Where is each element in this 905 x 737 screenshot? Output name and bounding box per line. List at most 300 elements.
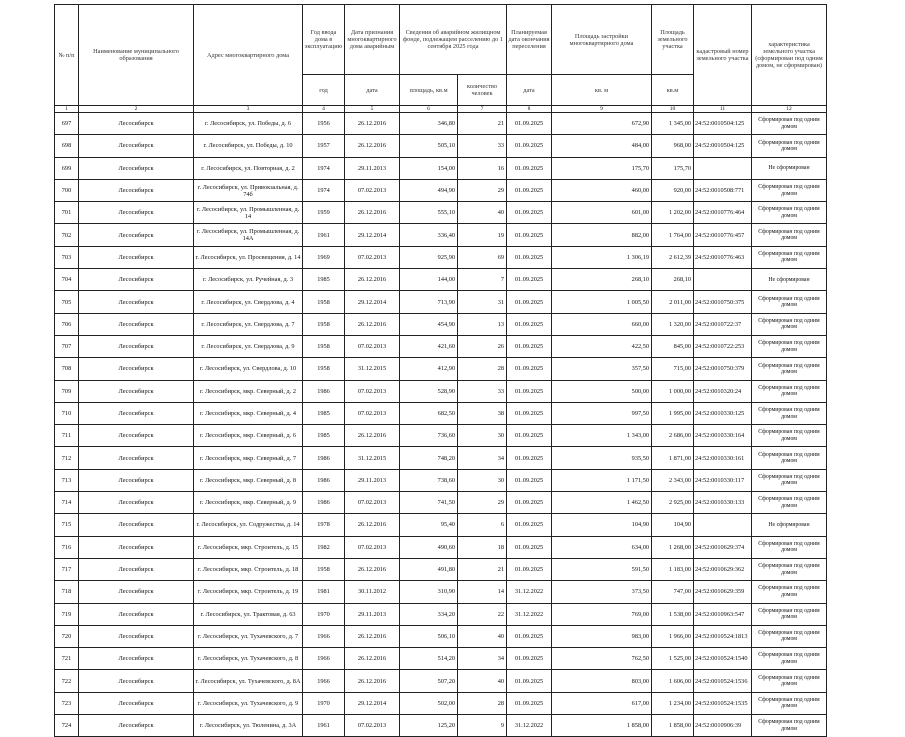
header-number: № п/п bbox=[55, 5, 79, 106]
address-cell: г. Лесосибирск, ул. Победы, д. 6 bbox=[194, 113, 303, 135]
land-characteristic-cell: Сформирован под одним домом bbox=[752, 380, 827, 402]
emergency-date-cell: 07.02.2013 bbox=[345, 380, 400, 402]
address-cell: г. Лесосибирск, мкр. Северный, д. 8 bbox=[194, 469, 303, 491]
emergency-date-cell: 29.11.2013 bbox=[345, 469, 400, 491]
cadastral-cell: 24:52:0010330:117 bbox=[694, 469, 752, 491]
people-cell: 30 bbox=[458, 469, 507, 491]
area-cell: 502,00 bbox=[400, 692, 458, 714]
area-cell: 154,00 bbox=[400, 157, 458, 179]
year-cell: 1986 bbox=[303, 469, 345, 491]
address-cell: г. Лесосибирск, ул. Свердлова, д. 7 bbox=[194, 313, 303, 335]
land-characteristic-cell: Сформирован под одним домом bbox=[752, 603, 827, 625]
address-cell: г. Лесосибирск, ул. Тухачевского, д. 7 bbox=[194, 625, 303, 647]
year-cell: 1978 bbox=[303, 514, 345, 536]
people-cell: 40 bbox=[458, 670, 507, 692]
area-cell: 310,90 bbox=[400, 581, 458, 603]
area-cell: 336,40 bbox=[400, 224, 458, 246]
table-row bbox=[55, 492, 827, 514]
land-characteristic-cell: Сформирован под одним домом bbox=[752, 246, 827, 268]
address-cell: г. Лесосибирск, ул. Тухачевского, д. 9 bbox=[194, 692, 303, 714]
municipality-cell: Лесосибирск bbox=[79, 335, 194, 357]
year-cell: 1986 bbox=[303, 447, 345, 469]
land-characteristic-cell: Сформирован под одним домом bbox=[752, 469, 827, 491]
land-area-cell: 1 345,00 bbox=[652, 113, 694, 135]
subheader-date: дата bbox=[345, 75, 400, 106]
end-date-cell: 01.09.2025 bbox=[507, 291, 552, 313]
table-row bbox=[55, 113, 827, 135]
area-cell: 528,90 bbox=[400, 380, 458, 402]
row-number: 700 bbox=[55, 179, 79, 201]
year-cell: 1958 bbox=[303, 313, 345, 335]
year-cell: 1958 bbox=[303, 558, 345, 580]
cadastral-cell: 24:52:0010524:1536 bbox=[694, 670, 752, 692]
area-cell: 346,80 bbox=[400, 113, 458, 135]
row-number: 705 bbox=[55, 291, 79, 313]
table-row bbox=[55, 603, 827, 625]
land-area-cell: 1 858,00 bbox=[652, 715, 694, 737]
emergency-date-cell: 29.12.2014 bbox=[345, 692, 400, 714]
table-row bbox=[55, 670, 827, 692]
building-area-cell: 1 858,00 bbox=[552, 715, 652, 737]
land-characteristic-cell: Не сформирован bbox=[752, 514, 827, 536]
municipality-cell: Лесосибирск bbox=[79, 202, 194, 224]
building-area-cell: 422,50 bbox=[552, 335, 652, 357]
people-cell: 29 bbox=[458, 492, 507, 514]
cadastral-cell: 24:52:0010722:253 bbox=[694, 335, 752, 357]
year-cell: 1956 bbox=[303, 113, 345, 135]
year-cell: 1985 bbox=[303, 425, 345, 447]
emergency-date-cell: 07.02.2013 bbox=[345, 335, 400, 357]
building-area-cell: 1 462,50 bbox=[552, 492, 652, 514]
cadastral-cell: 24:52:0010722:37 bbox=[694, 313, 752, 335]
table-row bbox=[55, 380, 827, 402]
year-cell: 1961 bbox=[303, 715, 345, 737]
people-cell: 26 bbox=[458, 335, 507, 357]
housing-table-sheet bbox=[54, 4, 827, 737]
emergency-date-cell: 26.12.2016 bbox=[345, 670, 400, 692]
year-cell: 1974 bbox=[303, 179, 345, 201]
municipality-cell: Лесосибирск bbox=[79, 492, 194, 514]
emergency-date-cell: 26.12.2016 bbox=[345, 648, 400, 670]
land-characteristic-cell: Сформирован под одним домом bbox=[752, 313, 827, 335]
land-characteristic-cell: Сформирован под одним домом bbox=[752, 135, 827, 157]
end-date-cell: 01.09.2025 bbox=[507, 648, 552, 670]
table-row bbox=[55, 425, 827, 447]
building-area-cell: 634,00 bbox=[552, 536, 652, 558]
end-date-cell: 01.09.2025 bbox=[507, 558, 552, 580]
emergency-date-cell: 29.11.2013 bbox=[345, 157, 400, 179]
land-characteristic-cell: Сформирован под одним домом bbox=[752, 581, 827, 603]
people-cell: 9 bbox=[458, 715, 507, 737]
emergency-date-cell: 07.02.2013 bbox=[345, 402, 400, 424]
building-area-cell: 935,50 bbox=[552, 447, 652, 469]
area-cell: 738,60 bbox=[400, 469, 458, 491]
cadastral-cell: 24:52:0010524:1535 bbox=[694, 692, 752, 714]
year-cell: 1970 bbox=[303, 692, 345, 714]
table-row bbox=[55, 157, 827, 179]
cadastral-cell: 24:52:0010508:771 bbox=[694, 179, 752, 201]
emergency-date-cell: 07.02.2013 bbox=[345, 492, 400, 514]
end-date-cell: 01.09.2025 bbox=[507, 536, 552, 558]
municipality-cell: Лесосибирск bbox=[79, 179, 194, 201]
cadastral-cell: 24:52:0010330:125 bbox=[694, 402, 752, 424]
emergency-date-cell: 07.02.2013 bbox=[345, 715, 400, 737]
people-cell: 34 bbox=[458, 648, 507, 670]
land-area-cell: 1 966,00 bbox=[652, 625, 694, 647]
area-cell: 505,10 bbox=[400, 135, 458, 157]
cadastral-cell: 24:52:0010330:133 bbox=[694, 492, 752, 514]
year-cell: 1961 bbox=[303, 224, 345, 246]
land-area-cell: 104,90 bbox=[652, 514, 694, 536]
emergency-date-cell: 26.12.2016 bbox=[345, 625, 400, 647]
subheader-area: площадь, кв.м bbox=[400, 75, 458, 106]
land-area-cell: 1 268,00 bbox=[652, 536, 694, 558]
end-date-cell: 01.09.2025 bbox=[507, 135, 552, 157]
year-cell: 1958 bbox=[303, 358, 345, 380]
area-cell: 925,90 bbox=[400, 246, 458, 268]
building-area-cell: 1 171,50 bbox=[552, 469, 652, 491]
emergency-date-cell: 07.02.2013 bbox=[345, 246, 400, 268]
row-number: 717 bbox=[55, 558, 79, 580]
end-date-cell: 01.09.2025 bbox=[507, 670, 552, 692]
column-number-row bbox=[55, 106, 827, 113]
end-date-cell: 01.09.2025 bbox=[507, 113, 552, 135]
municipality-cell: Лесосибирск bbox=[79, 224, 194, 246]
people-cell: 16 bbox=[458, 157, 507, 179]
people-cell: 18 bbox=[458, 536, 507, 558]
end-date-cell: 01.09.2025 bbox=[507, 692, 552, 714]
land-area-cell: 1 320,00 bbox=[652, 313, 694, 335]
header-municipality: Наименование муниципального образования bbox=[79, 5, 194, 106]
land-characteristic-cell: Сформирован под одним домом bbox=[752, 447, 827, 469]
land-characteristic-cell: Сформирован под одним домом bbox=[752, 670, 827, 692]
cadastral-cell: 24:52:0010504:125 bbox=[694, 113, 752, 135]
year-cell: 1985 bbox=[303, 269, 345, 291]
table-row bbox=[55, 469, 827, 491]
address-cell: г. Лесосибирск, мкр. Северный, д. 2 bbox=[194, 380, 303, 402]
municipality-cell: Лесосибирск bbox=[79, 648, 194, 670]
municipality-cell: Лесосибирск bbox=[79, 447, 194, 469]
emergency-date-cell: 29.11.2013 bbox=[345, 603, 400, 625]
land-characteristic-cell: Сформирован под одним домом bbox=[752, 536, 827, 558]
municipality-cell: Лесосибирск bbox=[79, 670, 194, 692]
row-number: 699 bbox=[55, 157, 79, 179]
land-area-cell: 1 525,00 bbox=[652, 648, 694, 670]
row-number: 708 bbox=[55, 358, 79, 380]
cadastral-cell: 24:52:0010524:1540 bbox=[694, 648, 752, 670]
row-number: 719 bbox=[55, 603, 79, 625]
municipality-cell: Лесосибирск bbox=[79, 603, 194, 625]
people-cell: 69 bbox=[458, 246, 507, 268]
table-row bbox=[55, 246, 827, 268]
column-number: 3 bbox=[194, 106, 303, 113]
row-number: 698 bbox=[55, 135, 79, 157]
emergency-date-cell: 31.12.2015 bbox=[345, 447, 400, 469]
people-cell: 13 bbox=[458, 313, 507, 335]
cadastral-cell: 24:52:0010776:463 bbox=[694, 246, 752, 268]
row-number: 716 bbox=[55, 536, 79, 558]
people-cell: 6 bbox=[458, 514, 507, 536]
people-cell: 28 bbox=[458, 692, 507, 714]
table-row bbox=[55, 536, 827, 558]
building-area-cell: 484,00 bbox=[552, 135, 652, 157]
year-cell: 1966 bbox=[303, 648, 345, 670]
municipality-cell: Лесосибирск bbox=[79, 402, 194, 424]
building-area-cell: 460,00 bbox=[552, 179, 652, 201]
table-row bbox=[55, 447, 827, 469]
header-emergency-date: Дата признания многоквартирного дома аварийным bbox=[345, 5, 400, 75]
column-number: 8 bbox=[507, 106, 552, 113]
cadastral-cell: 24:52:0010320:24 bbox=[694, 380, 752, 402]
land-area-cell: 1 538,00 bbox=[652, 603, 694, 625]
land-area-cell: 1 871,00 bbox=[652, 447, 694, 469]
row-number: 711 bbox=[55, 425, 79, 447]
row-number: 697 bbox=[55, 113, 79, 135]
end-date-cell: 31.12.2022 bbox=[507, 715, 552, 737]
emergency-date-cell: 07.02.2013 bbox=[345, 179, 400, 201]
people-cell: 21 bbox=[458, 558, 507, 580]
municipality-cell: Лесосибирск bbox=[79, 692, 194, 714]
area-cell: 514,20 bbox=[400, 648, 458, 670]
municipality-cell: Лесосибирск bbox=[79, 358, 194, 380]
building-area-cell: 1 343,00 bbox=[552, 425, 652, 447]
municipality-cell: Лесосибирск bbox=[79, 536, 194, 558]
area-cell: 682,50 bbox=[400, 402, 458, 424]
header-building-area: Площадь застройки многоквартирного дома bbox=[552, 5, 652, 75]
emergency-date-cell: 26.12.2016 bbox=[345, 269, 400, 291]
municipality-cell: Лесосибирск bbox=[79, 313, 194, 335]
address-cell: г. Лесосибирск, мкр. Строитель, д. 18 bbox=[194, 558, 303, 580]
building-area-cell: 803,00 bbox=[552, 670, 652, 692]
people-cell: 29 bbox=[458, 179, 507, 201]
land-characteristic-cell: Сформирован под одним домом bbox=[752, 648, 827, 670]
end-date-cell: 01.09.2025 bbox=[507, 380, 552, 402]
table-row bbox=[55, 202, 827, 224]
column-number: 6 bbox=[400, 106, 458, 113]
land-area-cell: 268,10 bbox=[652, 269, 694, 291]
cadastral-cell: 24:52:0010776:457 bbox=[694, 224, 752, 246]
table-row bbox=[55, 558, 827, 580]
municipality-cell: Лесосибирск bbox=[79, 157, 194, 179]
table-row bbox=[55, 224, 827, 246]
row-number: 720 bbox=[55, 625, 79, 647]
end-date-cell: 01.09.2025 bbox=[507, 625, 552, 647]
row-number: 709 bbox=[55, 380, 79, 402]
row-number: 701 bbox=[55, 202, 79, 224]
row-number: 714 bbox=[55, 492, 79, 514]
subheader-end-date: дата bbox=[507, 75, 552, 106]
emergency-date-cell: 07.02.2013 bbox=[345, 536, 400, 558]
table-row bbox=[55, 135, 827, 157]
municipality-cell: Лесосибирск bbox=[79, 380, 194, 402]
emergency-date-cell: 31.12.2015 bbox=[345, 358, 400, 380]
building-area-cell: 500,00 bbox=[552, 380, 652, 402]
area-cell: 736,60 bbox=[400, 425, 458, 447]
people-cell: 14 bbox=[458, 581, 507, 603]
table-row bbox=[55, 335, 827, 357]
building-area-cell: 175,70 bbox=[552, 157, 652, 179]
land-characteristic-cell: Сформирован под одним домом bbox=[752, 202, 827, 224]
people-cell: 33 bbox=[458, 380, 507, 402]
cadastral-cell: 24:52:0010750:375 bbox=[694, 291, 752, 313]
address-cell: г. Лесосибирск, ул. Повторная, д. 2 bbox=[194, 157, 303, 179]
year-cell: 1986 bbox=[303, 492, 345, 514]
emergency-date-cell: 29.12.2014 bbox=[345, 224, 400, 246]
land-area-cell: 845,00 bbox=[652, 335, 694, 357]
address-cell: г. Лесосибирск, ул. Свердлова, д. 9 bbox=[194, 335, 303, 357]
address-cell: г. Лесосибирск, ул. Тухачевского, д. 8 bbox=[194, 648, 303, 670]
land-area-cell: 715,00 bbox=[652, 358, 694, 380]
row-number: 718 bbox=[55, 581, 79, 603]
column-number: 9 bbox=[552, 106, 652, 113]
building-area-cell: 762,50 bbox=[552, 648, 652, 670]
cadastral-cell: 24:52:0010629:362 bbox=[694, 558, 752, 580]
municipality-cell: Лесосибирск bbox=[79, 246, 194, 268]
address-cell: г. Лесосибирск, ул. Свердлова, д. 10 bbox=[194, 358, 303, 380]
end-date-cell: 01.09.2025 bbox=[507, 224, 552, 246]
cadastral-cell bbox=[694, 157, 752, 179]
header-cadastral: кадастровый номер земельного участка bbox=[694, 5, 752, 106]
emergency-housing-table bbox=[54, 4, 827, 737]
cadastral-cell: 24:52:0010330:161 bbox=[694, 447, 752, 469]
end-date-cell: 01.09.2025 bbox=[507, 269, 552, 291]
row-number: 706 bbox=[55, 313, 79, 335]
area-cell: 555,10 bbox=[400, 202, 458, 224]
table-row bbox=[55, 179, 827, 201]
emergency-date-cell: 26.12.2016 bbox=[345, 558, 400, 580]
municipality-cell: Лесосибирск bbox=[79, 113, 194, 135]
end-date-cell: 01.09.2025 bbox=[507, 157, 552, 179]
municipality-cell: Лесосибирск bbox=[79, 469, 194, 491]
header-land-characteristic: характеристика земельного участка (сформирован под одним домом, не сформирован) bbox=[752, 5, 827, 106]
address-cell: г. Лесосибирск, мкр. Северный, д. 7 bbox=[194, 447, 303, 469]
end-date-cell: 01.09.2025 bbox=[507, 358, 552, 380]
address-cell: г. Лесосибирск, ул. Тюленина, д. 3А bbox=[194, 715, 303, 737]
people-cell: 40 bbox=[458, 202, 507, 224]
address-cell: г. Лесосибирск, ул. Ручейная, д. 3 bbox=[194, 269, 303, 291]
area-cell: 421,60 bbox=[400, 335, 458, 357]
address-cell: г. Лесосибирск, мкр. Северный, д. 9 bbox=[194, 492, 303, 514]
year-cell: 1966 bbox=[303, 625, 345, 647]
address-cell: г. Лесосибирск, ул. Промышленная, д. 14А bbox=[194, 224, 303, 246]
row-number: 712 bbox=[55, 447, 79, 469]
year-cell: 1986 bbox=[303, 380, 345, 402]
table-row bbox=[55, 692, 827, 714]
row-number: 723 bbox=[55, 692, 79, 714]
building-area-cell: 268,10 bbox=[552, 269, 652, 291]
column-number: 5 bbox=[345, 106, 400, 113]
address-cell: г. Лесосибирск, ул. Содружества, д. 14 bbox=[194, 514, 303, 536]
people-cell: 33 bbox=[458, 135, 507, 157]
municipality-cell: Лесосибирск bbox=[79, 269, 194, 291]
cadastral-cell bbox=[694, 269, 752, 291]
header-address: Адрес многоквартирного дома bbox=[194, 5, 303, 106]
row-number: 703 bbox=[55, 246, 79, 268]
row-number: 722 bbox=[55, 670, 79, 692]
people-cell: 38 bbox=[458, 402, 507, 424]
table-row bbox=[55, 313, 827, 335]
column-number: 11 bbox=[694, 106, 752, 113]
cadastral-cell: 24:52:0010963:547 bbox=[694, 603, 752, 625]
area-cell: 334,20 bbox=[400, 603, 458, 625]
municipality-cell: Лесосибирск bbox=[79, 514, 194, 536]
area-cell: 490,60 bbox=[400, 536, 458, 558]
table-row bbox=[55, 514, 827, 536]
year-cell: 1970 bbox=[303, 603, 345, 625]
land-area-cell: 1 234,00 bbox=[652, 692, 694, 714]
land-area-cell: 920,00 bbox=[652, 179, 694, 201]
end-date-cell: 01.09.2025 bbox=[507, 425, 552, 447]
table-row bbox=[55, 291, 827, 313]
emergency-date-cell: 29.12.2014 bbox=[345, 291, 400, 313]
year-cell: 1981 bbox=[303, 581, 345, 603]
address-cell: г. Лесосибирск, ул. Тухачевского, д. 8А bbox=[194, 670, 303, 692]
column-number: 1 bbox=[55, 106, 79, 113]
address-cell: г. Лесосибирск, мкр. Северный, д. 4 bbox=[194, 402, 303, 424]
building-area-cell: 601,00 bbox=[552, 202, 652, 224]
land-area-cell: 1 764,00 bbox=[652, 224, 694, 246]
building-area-cell: 660,00 bbox=[552, 313, 652, 335]
land-characteristic-cell: Не сформирован bbox=[752, 269, 827, 291]
municipality-cell: Лесосибирск bbox=[79, 581, 194, 603]
people-cell: 40 bbox=[458, 625, 507, 647]
address-cell: г. Лесосибирск, мкр. Строитель, д. 19 bbox=[194, 581, 303, 603]
address-cell: г. Лесосибирск, ул. Привокзальная, д. 74б bbox=[194, 179, 303, 201]
header-emergency-fund: Сведения об аварийном жилищном фонде, подлежащем расселению до 1 сентября 2025 года bbox=[400, 5, 507, 75]
cadastral-cell: 24:52:0010524:1813 bbox=[694, 625, 752, 647]
building-area-cell: 357,50 bbox=[552, 358, 652, 380]
area-cell: 507,20 bbox=[400, 670, 458, 692]
year-cell: 1959 bbox=[303, 202, 345, 224]
emergency-date-cell: 26.12.2016 bbox=[345, 202, 400, 224]
row-number: 702 bbox=[55, 224, 79, 246]
land-characteristic-cell: Сформирован под одним домом bbox=[752, 358, 827, 380]
table-body bbox=[55, 113, 827, 737]
address-cell: г. Лесосибирск, мкр. Строитель, д. 15 bbox=[194, 536, 303, 558]
subheader-land-area: кв.м bbox=[652, 75, 694, 106]
end-date-cell: 31.12.2022 bbox=[507, 603, 552, 625]
area-cell: 741,50 bbox=[400, 492, 458, 514]
people-cell: 28 bbox=[458, 358, 507, 380]
area-cell: 506,10 bbox=[400, 625, 458, 647]
end-date-cell: 01.09.2025 bbox=[507, 492, 552, 514]
building-area-cell: 983,00 bbox=[552, 625, 652, 647]
people-cell: 21 bbox=[458, 113, 507, 135]
area-cell: 748,20 bbox=[400, 447, 458, 469]
subheader-building-area: кв. м bbox=[552, 75, 652, 106]
land-characteristic-cell: Сформирован под одним домом bbox=[752, 402, 827, 424]
end-date-cell: 31.12.2022 bbox=[507, 581, 552, 603]
year-cell: 1958 bbox=[303, 335, 345, 357]
end-date-cell: 01.09.2025 bbox=[507, 402, 552, 424]
land-area-cell: 2 612,39 bbox=[652, 246, 694, 268]
building-area-cell: 373,50 bbox=[552, 581, 652, 603]
land-characteristic-cell: Сформирован под одним домом bbox=[752, 179, 827, 201]
end-date-cell: 01.09.2025 bbox=[507, 335, 552, 357]
row-number: 704 bbox=[55, 269, 79, 291]
area-cell: 95,40 bbox=[400, 514, 458, 536]
row-number: 715 bbox=[55, 514, 79, 536]
column-number: 10 bbox=[652, 106, 694, 113]
emergency-date-cell: 26.12.2016 bbox=[345, 514, 400, 536]
row-number: 710 bbox=[55, 402, 79, 424]
cadastral-cell: 24:52:0010906:39 bbox=[694, 715, 752, 737]
header-end-date: Планируемая дата окончания переселения bbox=[507, 5, 552, 75]
address-cell: г. Лесосибирск, ул. Победы, д. 10 bbox=[194, 135, 303, 157]
area-cell: 144,00 bbox=[400, 269, 458, 291]
end-date-cell: 01.09.2025 bbox=[507, 179, 552, 201]
land-characteristic-cell: Сформирован под одним домом bbox=[752, 113, 827, 135]
